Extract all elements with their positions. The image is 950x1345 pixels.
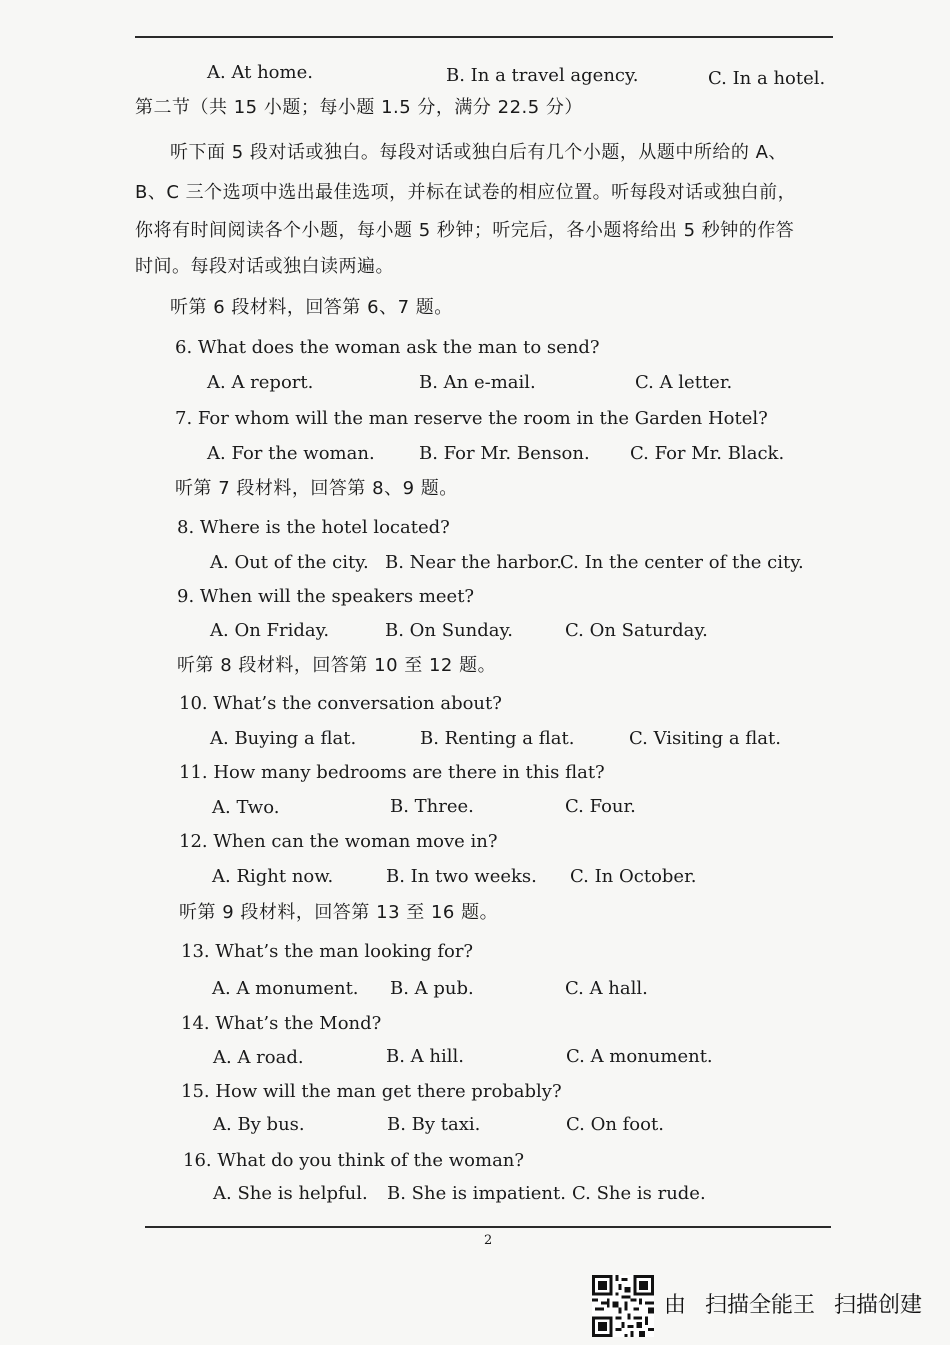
option-c: C. In a hotel.	[708, 68, 826, 89]
question-text: 16. What do you think of the woman?	[183, 1150, 525, 1171]
option-a: A. Buying a flat.	[210, 728, 357, 749]
option-c: C. On foot.	[566, 1114, 664, 1135]
question-text: 15. How will the man get there probably?	[181, 1081, 562, 1102]
option-c: C. In the center of the city.	[560, 552, 804, 573]
option-c: C. A letter.	[635, 372, 733, 393]
option-b: B. Near the harbor.	[385, 552, 562, 573]
scanner-watermark	[664, 1288, 934, 1319]
option-c: C. On Saturday.	[565, 620, 708, 641]
option-c: C. Four.	[565, 796, 636, 817]
option-a: A. At home.	[207, 62, 313, 83]
question-text: 10. What’s the conversation about?	[179, 693, 502, 714]
option-b: B. Three.	[390, 796, 474, 817]
qr-code-icon	[592, 1275, 654, 1337]
option-b: B. Renting a flat.	[420, 728, 575, 749]
instruction-line: B、C 三个选项中选出最佳选项，并标在试卷的相应位置。听每段对话或独白前，	[135, 182, 797, 203]
option-b: B. A pub.	[390, 978, 474, 999]
option-c: C. Visiting a flat.	[629, 728, 781, 749]
option-b: B. On Sunday.	[385, 620, 514, 641]
option-a: A. Right now.	[212, 866, 334, 887]
question-text: 9. When will the speakers meet?	[177, 586, 475, 607]
option-a: A. Two.	[212, 797, 280, 818]
watermark-suffix: 扫描创建	[834, 1293, 923, 1318]
top-rule	[135, 36, 833, 38]
option-b: B. In a travel agency.	[446, 65, 639, 86]
option-b: B. A hill.	[386, 1046, 464, 1067]
option-c: C. A hall.	[565, 978, 648, 999]
option-a: A. A report.	[207, 372, 314, 393]
page-number: 2	[484, 1233, 493, 1248]
group-header: 听第 8 段材料，回答第 10 至 12 题。	[177, 655, 497, 676]
option-a: A. On Friday.	[210, 620, 330, 641]
question-text: 7. For whom will the man reserve the room in the Garden Hotel?	[175, 408, 768, 429]
question-text: 12. When can the woman move in?	[179, 831, 498, 852]
instruction-line: 听下面 5 段对话或独白。每段对话或独白后有几个小题，从题中所给的 A、	[170, 142, 787, 163]
option-b: B. She is impatient.	[387, 1183, 566, 1204]
option-b: B. In two weeks.	[386, 866, 537, 887]
option-a: A. She is helpful.	[213, 1183, 368, 1204]
option-a: A. For the woman.	[207, 443, 375, 464]
option-b: B. An e-mail.	[419, 372, 536, 393]
option-c: C. For Mr. Black.	[630, 443, 785, 464]
instruction-line: 你将有时间阅读各个小题，每小题 5 秒钟；听完后，各小题将给出 5 秒钟的作答	[135, 220, 795, 241]
option-a: A. A road.	[213, 1047, 304, 1068]
question-text: 6. What does the woman ask the man to send?	[175, 337, 600, 358]
question-text: 13. What’s the man looking for?	[181, 941, 474, 962]
bottom-rule	[145, 1226, 831, 1228]
option-c: C. She is rude.	[572, 1183, 706, 1204]
instruction-line: 时间。每段对话或独白读两遍。	[135, 256, 394, 277]
option-a: A. A monument.	[212, 978, 359, 999]
group-header: 听第 6 段材料，回答第 6、7 题。	[170, 297, 453, 318]
group-header: 听第 7 段材料，回答第 8、9 题。	[175, 478, 458, 499]
option-c: C. In October.	[570, 866, 697, 887]
option-b: B. By taxi.	[387, 1114, 481, 1135]
question-text: 11. How many bedrooms are there in this flat?	[179, 762, 605, 783]
section-heading: 第二节（共 15 小题；每小题 1.5 分，满分 22.5 分）	[135, 97, 583, 118]
option-c: C. A monument.	[566, 1046, 713, 1067]
option-a: A. Out of the city.	[210, 552, 369, 573]
question-text: 8. Where is the hotel located?	[177, 517, 450, 538]
question-text: 14. What’s the Mond?	[181, 1013, 382, 1034]
group-header: 听第 9 段材料，回答第 13 至 16 题。	[179, 902, 499, 923]
option-a: A. By bus.	[213, 1114, 305, 1135]
option-b: B. For Mr. Benson.	[419, 443, 590, 464]
watermark-prefix: 由	[664, 1293, 687, 1318]
watermark-app-name: 扫描全能王	[705, 1293, 816, 1318]
